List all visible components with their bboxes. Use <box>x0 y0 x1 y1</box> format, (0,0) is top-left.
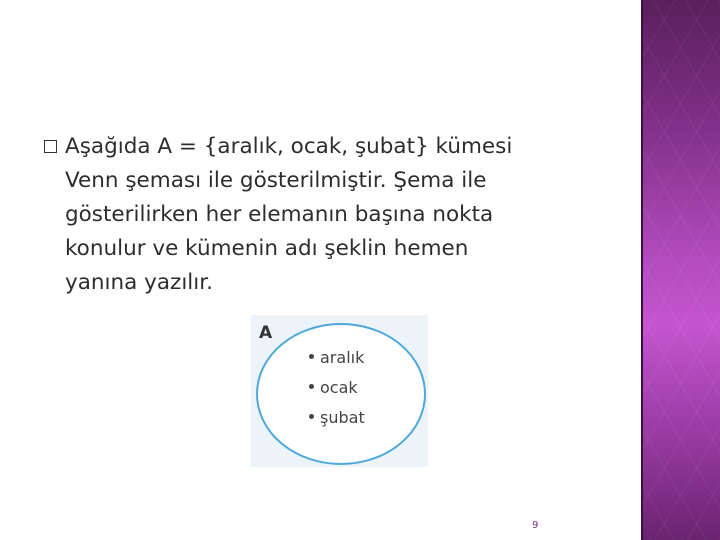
paragraph-line-2: Venn şeması ile gösterilmiştir. Şema ile <box>65 168 487 193</box>
paragraph-line-5: yanına yazılır. <box>65 270 213 295</box>
slide-body-text <box>44 130 584 300</box>
paragraph-line-3: gösterilirken her elemanın başına nokta <box>65 202 494 227</box>
set-name-label: A <box>259 323 273 343</box>
page-number: 9 <box>532 520 539 531</box>
bullet-paragraph <box>44 130 584 300</box>
paragraph-line-4: konulur ve kümenin adı şeklin hemen <box>65 236 469 261</box>
paragraph-line-1: Aşağıda A = {aralık, ocak, şubat} kümesi <box>65 134 513 159</box>
set-element-label: ocak <box>320 378 358 397</box>
set-element <box>309 348 364 367</box>
venn-diagram <box>251 315 428 467</box>
decorative-side-band <box>641 0 720 540</box>
set-element <box>309 378 358 397</box>
dot-icon <box>309 414 314 419</box>
set-element-label: aralık <box>320 348 365 367</box>
dot-icon <box>309 354 314 359</box>
dot-icon <box>309 384 314 389</box>
set-element-label: şubat <box>320 408 365 427</box>
set-element <box>309 408 365 427</box>
square-bullet-icon <box>44 140 57 153</box>
